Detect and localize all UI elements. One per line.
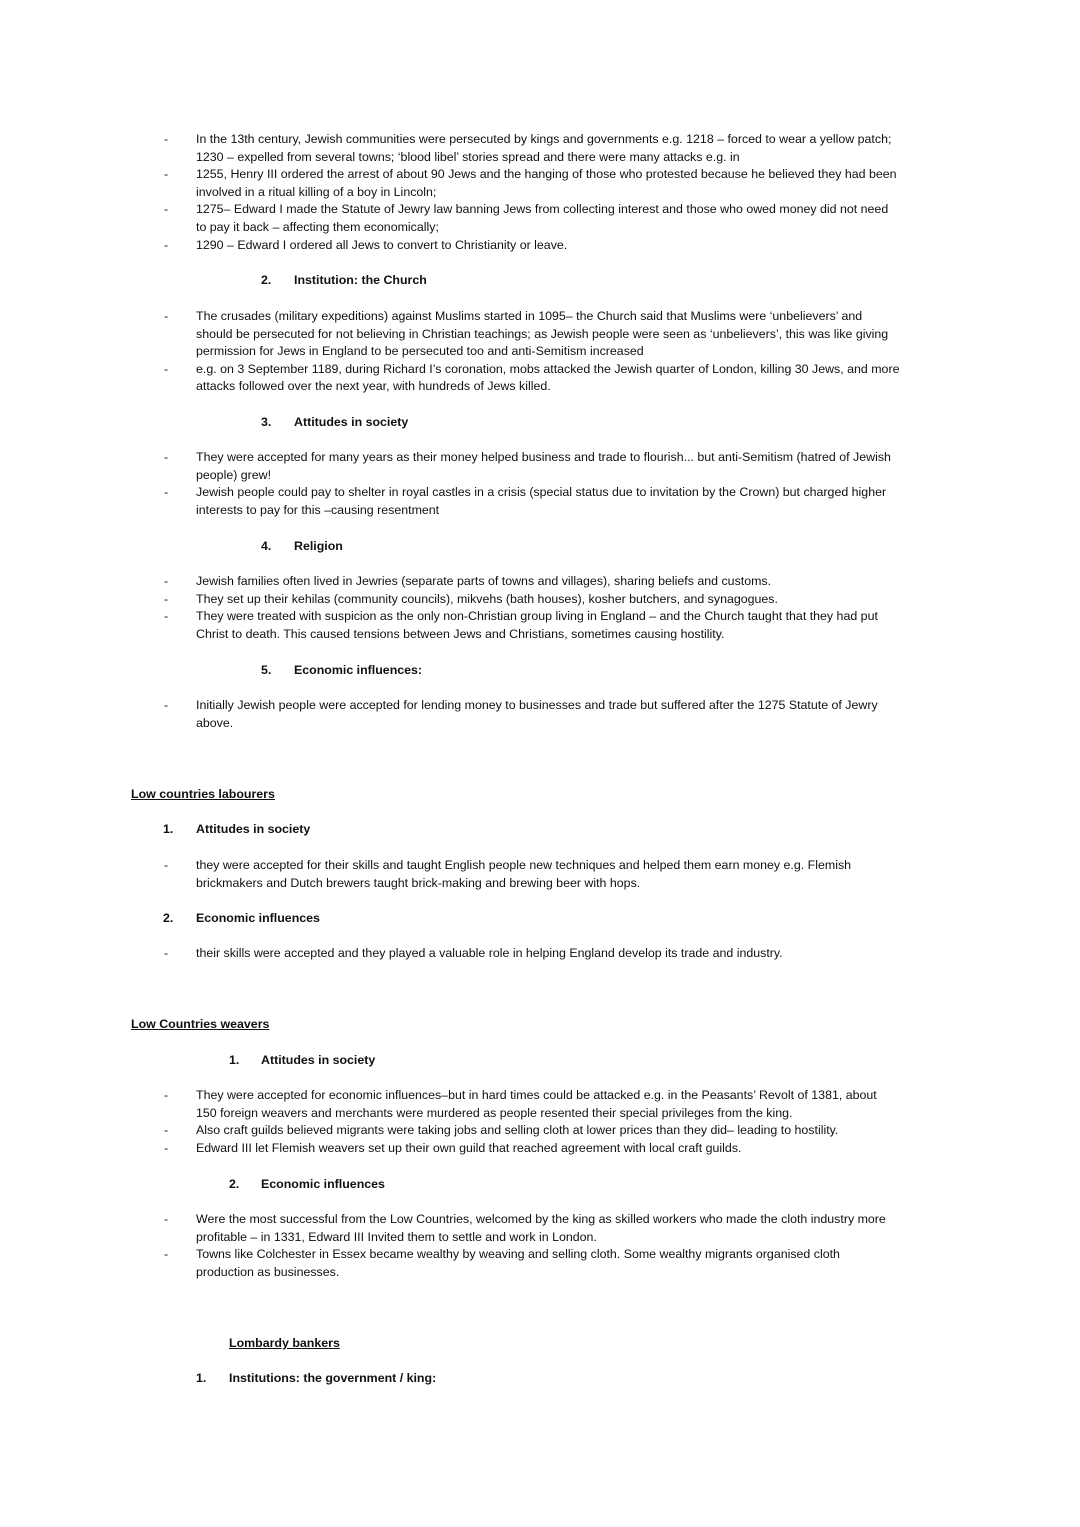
bullet-dash: - (164, 609, 169, 624)
section-title: Religion (294, 539, 343, 553)
bullet-text: brickmakers and Dutch brewers taught brick-making and brewing beer with hops. (196, 875, 641, 890)
bullet-text: They set up their kehilas (community councils), mikvehs (bath houses), kosher butchers, and synagogues. (196, 591, 778, 606)
bullet-dash: - (164, 237, 169, 252)
bullet-dash: - (164, 361, 169, 376)
bullet-text: 150 foreign weavers and merchants were murdered as people resented their special privileges from the king. (196, 1105, 793, 1120)
bullet-dash: - (164, 946, 169, 960)
bullet-text: They were accepted for many years as their money helped business and trade to flourish... but anti-Semitism (hatred of Jewish (196, 450, 891, 464)
section-title: Institutions: the government / king: (229, 1371, 437, 1385)
bullet-dash: - (164, 1123, 169, 1138)
bullet-dash: - (164, 591, 169, 606)
bullet-text: Christ to death. This caused tensions between Jews and Christians, sometimes causing hostility. (196, 626, 725, 641)
bullet-dash: - (164, 574, 169, 588)
bullet-dash: - (164, 858, 169, 872)
bullet-text: their skills were accepted and they played a valuable role in helping England develop its trade and industry. (196, 946, 783, 960)
bullet-text: attacks followed over the next year, with hundreds of Jews killed. (196, 379, 551, 394)
bullet-text: They were treated with suspicion as the only non-Christian group living in England – and the Church taught that they had put (196, 609, 878, 624)
bullet-text: 1275– Edward I made the Statute of Jewry law banning Jews from collecting interest and those who owed money did not need (196, 202, 889, 217)
section-title: Attitudes in society (261, 1053, 376, 1067)
bullet-dash: - (164, 309, 169, 323)
section-title: Economic influences (196, 911, 320, 925)
bullet-text: Also craft guilds believed migrants were taking jobs and selling cloth at lower prices than they did– leading to hostility. (196, 1123, 839, 1138)
group-heading: Low countries labourers (131, 787, 275, 801)
bullet-text: Edward III let Flemish weavers set up their own guild that reached agreement with local craft guilds. (196, 1140, 742, 1155)
bullet-text: interests to pay for this –causing resentment (196, 502, 440, 517)
group-heading: Lombardy bankers (229, 1336, 340, 1350)
section-number: 1. (229, 1053, 240, 1067)
bullet-text: they were accepted for their skills and taught English people new techniques and helped them earn money e.g. Flemish (196, 858, 852, 872)
bullet-text: should be persecuted for not believing in Christian teachings; as Jewish people were seen as ‘unbelievers’, this was like giving (196, 326, 889, 341)
bullet-dash: - (164, 1088, 169, 1102)
section-number: 2. (261, 273, 272, 287)
bullet-text: Towns like Colchester in Essex became wealthy by weaving and selling cloth. Some wealthy migrants organised cloth (196, 1247, 840, 1262)
section-number: 2. (163, 911, 174, 925)
section-title: Economic influences (261, 1177, 385, 1191)
bullet-text: production as businesses. (196, 1264, 340, 1279)
bullet-dash: - (164, 450, 169, 464)
section-number: 3. (261, 415, 272, 429)
section-number: 1. (196, 1371, 207, 1385)
bullet-dash: - (164, 202, 169, 217)
section-number: 1. (163, 822, 174, 836)
bullet-dash: - (164, 132, 169, 146)
bullet-dash: - (164, 485, 169, 500)
bullet-text: Jewish families often lived in Jewries (separate parts of towns and villages), sharing beliefs and customs. (196, 574, 772, 588)
section-number: 2. (229, 1177, 240, 1191)
bullet-dash: - (164, 167, 169, 182)
bullet-text: involved in a ritual killing of a boy in Lincoln; (196, 184, 437, 199)
bullet-text: Were the most successful from the Low Countries, welcomed by the king as skilled workers who made the cloth industry more (196, 1212, 886, 1226)
section-title: Attitudes in society (196, 822, 311, 836)
bullet-dash: - (164, 1247, 169, 1262)
bullet-text: e.g. on 3 September 1189, during Richard I’s coronation, mobs attacked the Jewish quarter of London, killing 30 Jews, and more (196, 361, 900, 376)
bullet-text: They were accepted for economic influences–but in hard times could be attacked e.g. in the Peasants’ Revolt of 1381, about (196, 1088, 877, 1102)
bullet-text: 1290 – Edward I ordered all Jews to convert to Christianity or leave. (196, 237, 568, 252)
bullet-dash: - (164, 1140, 169, 1155)
bullet-text: profitable – in 1331, Edward III Invited them to settle and work in London. (196, 1229, 597, 1244)
section-number: 4. (261, 539, 272, 553)
bullet-text: The crusades (military expeditions) against Muslims started in 1095– the Church said that Muslims were ‘unbelievers’ and (196, 309, 863, 323)
bullet-text: people) grew! (196, 467, 272, 482)
section-title: Economic influences: (294, 663, 423, 677)
section-title: Attitudes in society (294, 415, 409, 429)
bullet-text: above. (196, 715, 234, 730)
bullet-text: permission for Jews in England to be persecuted too and anti-Semitism increased (196, 344, 644, 359)
bullet-text: Initially Jewish people were accepted for lending money to businesses and trade but suffered after the 1275 Statute of Jewry (196, 698, 878, 712)
bullet-dash: - (164, 698, 169, 712)
bullet-text: In the 13th century, Jewish communities were persecuted by kings and governments e.g. 1218 – forced to wear a yellow patch; (196, 132, 892, 146)
bullet-text: Jewish people could pay to shelter in royal castles in a crisis (special status due to invitation by the Crown) but charged higher (196, 485, 887, 500)
bullet-text: 1255, Henry III ordered the arrest of about 90 Jews and the hanging of those who protested because he believed they had been (196, 167, 897, 182)
bullet-text: 1230 – expelled from several towns; ‘blood libel’ stories spread and there were many attacks e.g. in (196, 149, 740, 164)
bullet-text: to pay it back – affecting them economically; (196, 220, 439, 234)
bullet-dash: - (164, 1212, 169, 1226)
group-heading: Low Countries weavers (131, 1017, 270, 1031)
section-title: Institution: the Church (294, 273, 427, 287)
section-number: 5. (261, 663, 272, 677)
